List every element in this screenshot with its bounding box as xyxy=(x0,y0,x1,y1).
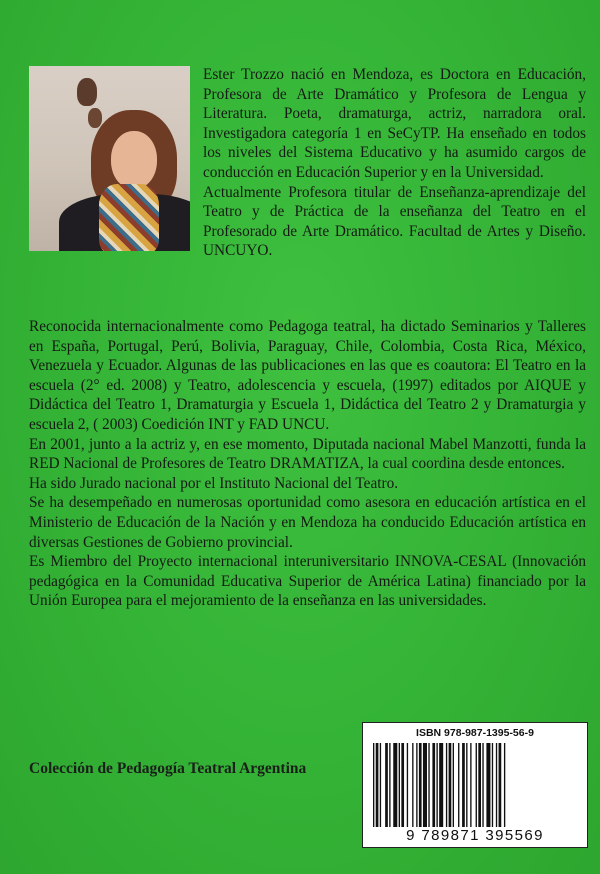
barcode-bar xyxy=(436,743,437,827)
barcode-bar xyxy=(407,743,408,827)
author-photo xyxy=(29,66,190,251)
barcode-bar xyxy=(380,743,381,827)
barcode-bar xyxy=(385,743,388,827)
wall-mask-decoration xyxy=(77,78,97,106)
barcode-bar xyxy=(412,743,413,827)
barcode-bar xyxy=(376,743,379,827)
barcode-bar xyxy=(399,743,400,827)
bio-paragraph-4: En 2001, junto a la actriz y, en ese momento, Diputada nacional Mabel Manzotti, funda la RED Nacional de Profesores de Teatro DRAMATIZA, la cual coordina desde entonces. xyxy=(29,435,586,473)
barcode-bar xyxy=(499,743,502,827)
bio-paragraph-7: Es Miembro del Proyecto internacional interuniversitario INNOVA-CESAL (Innovación pedagógica en la Comunidad Educativa Superior de América Latina) financiado por la Unión Europea para el mejoramiento de la enseñanza en las universidades. xyxy=(29,553,586,610)
bio-paragraph-1: Ester Trozzo nació en Mendoza, es Doctora en Educación, Profesora de Arte Dramático y Profesora de Lengua y Literatura. Poeta, dramaturga, actriz, narradora oral. Investigadora categoría 1 en SeCyTP. Ha enseñado en todos los niveles del Sistema Educativo y ha asumido cargos de conducción en Educación Superior y en la Universidad. xyxy=(203,66,586,181)
barcode-bar xyxy=(432,743,435,827)
barcode-bar xyxy=(389,743,390,827)
barcode-bar xyxy=(492,743,493,827)
barcode-bar xyxy=(423,743,427,827)
barcode-bar xyxy=(504,743,505,827)
barcode-digits: 9 789871 395569 xyxy=(406,827,544,844)
isbn-label: ISBN 978-987-1395-56-9 xyxy=(416,727,534,739)
barcode-bar xyxy=(428,743,429,827)
bio-full-width xyxy=(29,317,586,611)
bio-paragraph-5: Ha sido Jurado nacional por el Instituto Nacional del Teatro. xyxy=(29,474,399,492)
barcode-icon xyxy=(371,743,579,827)
barcode-bar xyxy=(478,743,481,827)
barcode-bar xyxy=(462,743,465,827)
wall-mask-decoration-small xyxy=(88,108,102,128)
barcode-bar xyxy=(401,743,404,827)
bio-paragraph-2: Actualmente Profesora titular de Enseñanza-aprendizaje del Teatro y de Práctica de la enseñanza del Teatro en el Profesorado de Arte Dramático. Facultad de Artes y Diseño. UNCUYO. xyxy=(203,183,586,260)
bio-paragraph-6: Se ha desempeñado en numerosas oportunidad como asesora en educación artística en el Ministerio de Educación de la Nación y en Mendoza ha conducido Educación artística en diversas Gestiones de Gobierno provincial. xyxy=(29,494,586,551)
barcode-bar xyxy=(439,743,443,827)
barcode-bar xyxy=(419,743,422,827)
barcode-bar xyxy=(373,743,374,827)
bio-paragraph-3: Reconocida internacionalmente como Pedagoga teatral, ha dictado Seminarios y Talleres en España, Portugal, Perú, Bolivia, Paraguay, Chile, Colombia, Costa Rica, México, Venezuela y Ecuador. Algunas de las publicaciones en las que es coautora: El Teatro en la escuela (2° ed. 2008) y Teatro, adolescencia y escuela, (1997) editados por AIQUE y Didáctica del Teatro 1, Dramaturgia y Escuela 1, Didáctica del Teatro 2 y Dramaturgia y escuela 2, ( 2003) Coedición INT y FAD UNCU. xyxy=(29,318,586,433)
portrait-face xyxy=(111,131,157,189)
barcode-bar xyxy=(466,743,467,827)
barcode-bar xyxy=(470,743,471,827)
collection-title: Colección de Pedagogía Teatral Argentina xyxy=(29,760,307,777)
barcode-bar xyxy=(446,743,447,827)
barcode-bar xyxy=(449,743,452,827)
barcode-bar xyxy=(486,743,490,827)
barcode-bar xyxy=(393,743,397,827)
barcode-bar xyxy=(482,743,483,827)
barcode-bar xyxy=(496,743,497,827)
barcode-bar xyxy=(416,743,417,827)
bio-top-column xyxy=(203,65,586,261)
isbn-barcode-box xyxy=(362,722,588,848)
barcode-bar xyxy=(458,743,459,827)
barcode-bar xyxy=(453,743,454,827)
barcode-bar xyxy=(476,743,477,827)
portrait-scarf xyxy=(99,184,159,251)
